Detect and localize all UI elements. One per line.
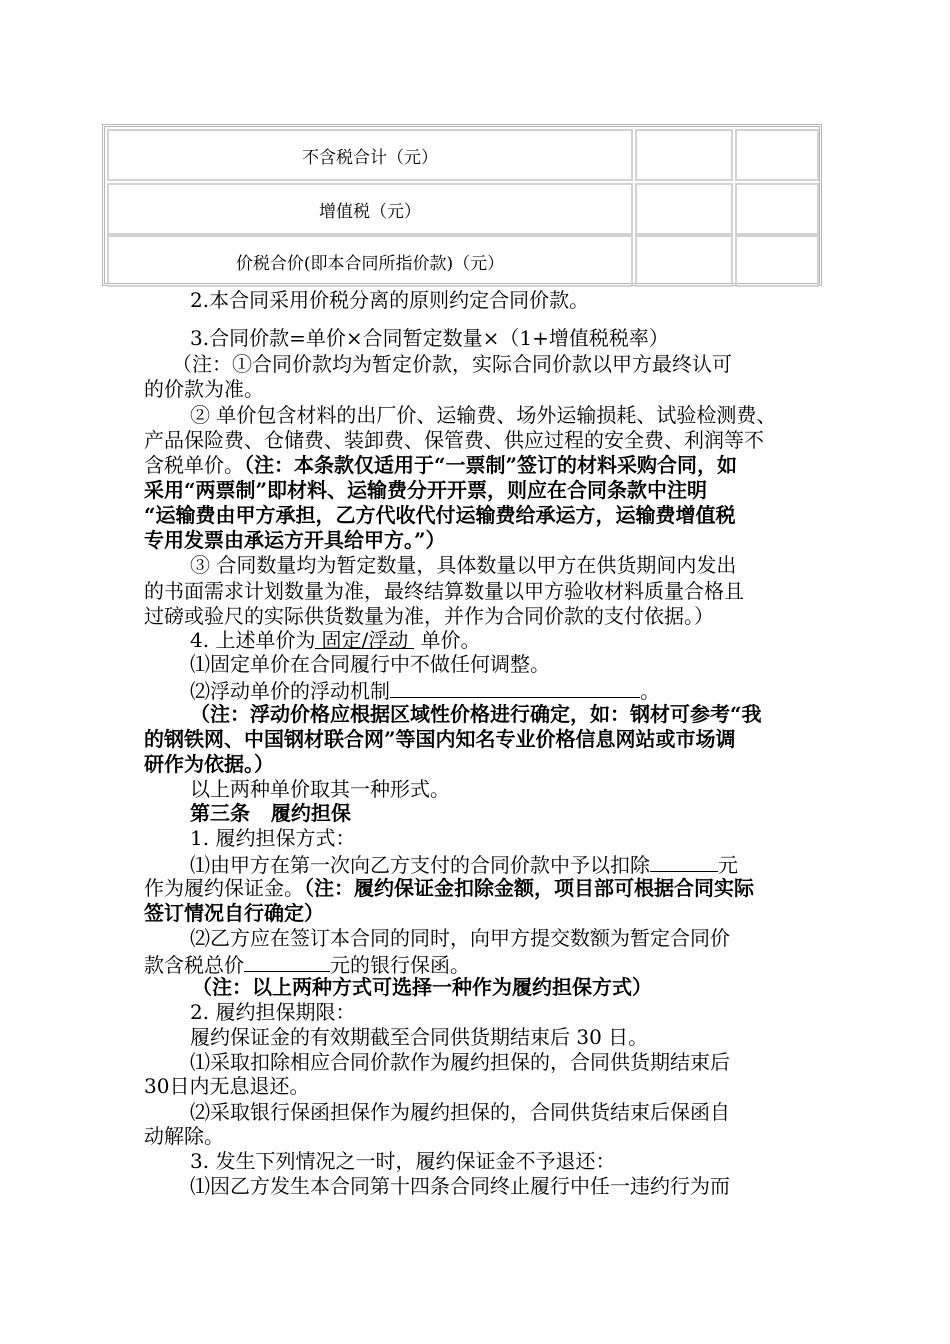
- paragraph: ⑵乙方应在签订本合同的同时，向甲方提交数额为暂定合同价: [190, 926, 730, 950]
- note-text: （注：以上两种方式可选择一种作为履约担保方式）: [192, 975, 652, 999]
- paragraph: 2. 履约担保期限：: [190, 1000, 356, 1024]
- paragraph-text: 作为履约保证金。: [144, 876, 304, 900]
- paragraph: ⑵采取银行保函担保作为履约担保的，合同供货结束后保函自: [190, 1100, 730, 1124]
- note-text: 专用发票由承运方开具给甲方。”）: [144, 528, 446, 552]
- blank-field: [390, 677, 640, 698]
- paragraph: ③ 合同数量均为暂定数量，具体数量以甲方在供货期间内发出: [190, 553, 737, 577]
- table-row: [105, 183, 819, 235]
- paragraph: 1. 履约担保方式：: [190, 826, 356, 850]
- paragraph-text: 。: [640, 679, 660, 703]
- paragraph: ⑴采取扣除相应合同价款作为履约担保的，合同供货期结束后: [190, 1050, 730, 1074]
- paragraph: 产品保险费、仓储费、装卸费、保管费、供应过程的安全费、利润等不: [144, 428, 764, 452]
- value-cell: [735, 129, 819, 181]
- paragraph: ⑴固定单价在合同履行中不做任何调整。: [190, 652, 550, 676]
- row-label: 不含税合计（元）: [107, 129, 633, 181]
- value-cell: [635, 129, 733, 181]
- table-row: [105, 235, 819, 287]
- value-cell: [735, 235, 819, 287]
- price-type-field: 固定/浮动: [315, 628, 414, 649]
- row-label: 价税合价(即本合同所指价款)（元）: [107, 235, 633, 287]
- note-text: 研作为依据。）: [144, 752, 274, 776]
- paragraph-text: 款含税总价: [144, 953, 244, 977]
- paragraph: 3.合同价款=单价×合同暂定数量×（1+增值税税率）: [190, 326, 669, 350]
- note-text: “运输费由甲方承担，乙方代收代付运输费给承运方，运输费增值税: [144, 503, 736, 527]
- section-heading: 第三条 履约担保: [190, 801, 351, 825]
- paragraph: 的价款为准。: [144, 377, 264, 401]
- paragraph: [144, 876, 754, 901]
- note-text: 的钢铁网、中国钢材联合网”等国内知名专业价格信息网站或市场调: [144, 727, 736, 751]
- note-text: 签订情况自行确定）: [144, 901, 324, 925]
- row-label: 增值税（元）: [107, 183, 633, 235]
- paragraph: [190, 677, 660, 704]
- paragraph: （注：①合同价款均为暂定价款，实际合同价款以甲方最终认可: [172, 352, 732, 376]
- paragraph-text: ⑵浮动单价的浮动机制: [190, 679, 390, 703]
- paragraph-text: 元的银行保函。: [330, 953, 470, 977]
- note-text: （注：履约保证金扣除金额，项目部可根据合同实际: [304, 876, 754, 900]
- paragraph: 的书面需求计划数量为准，最终结算数量以甲方验收材料质量合格且: [144, 579, 744, 603]
- paragraph-text: ⑴由甲方在第一次向乙方支付的合同价款中予以扣除: [190, 853, 650, 877]
- paragraph: 履约保证金的有效期截至合同供货期结束后 30 日。: [190, 1025, 649, 1049]
- blank-field: [650, 851, 718, 872]
- table-row: [105, 129, 819, 181]
- paragraph: 3. 发生下列情况之一时，履约保证金不予退还：: [190, 1149, 616, 1173]
- paragraph-text: 4. 上述单价为: [190, 628, 316, 652]
- paragraph: 以上两种单价取其一种形式。: [190, 777, 450, 801]
- paragraph: [144, 453, 737, 478]
- paragraph: 30日内无息退还。: [144, 1074, 310, 1098]
- note-text: 采用“两票制”即材料、运输费分开开票，则应在合同条款中注明: [144, 478, 708, 502]
- paragraph: [190, 628, 481, 653]
- value-cell: [735, 183, 819, 235]
- paragraph: 动解除。: [144, 1124, 224, 1148]
- paragraph-text: 元: [718, 853, 738, 877]
- paragraph: ② 单价包含材料的出厂价、运输费、场外运输损耗、试验检测费、: [190, 403, 777, 427]
- paragraph: [190, 851, 738, 878]
- paragraph: ⑴因乙方发生本合同第十四条合同终止履行中任一违约行为而: [190, 1174, 730, 1198]
- note-text: （注：浮动价格应根据区域性价格进行确定，如：钢材可参考“我: [190, 702, 762, 726]
- blank-field: [244, 951, 330, 972]
- value-cell: [635, 183, 733, 235]
- price-summary-table: [102, 124, 822, 286]
- paragraph: [144, 951, 470, 978]
- paragraph: 过磅或验尺的实际供货数量为准，并作为合同价款的支付依据。）: [144, 604, 714, 628]
- note-text: （注：本条款仅适用于“一票制”签订的材料采购合同，如: [244, 453, 738, 477]
- paragraph: 2.本合同采用价税分离的原则约定合同价款。: [190, 288, 590, 312]
- value-cell: [635, 235, 733, 287]
- paragraph-text: 单价。: [414, 628, 481, 652]
- paragraph-text: 含税单价。: [144, 453, 244, 477]
